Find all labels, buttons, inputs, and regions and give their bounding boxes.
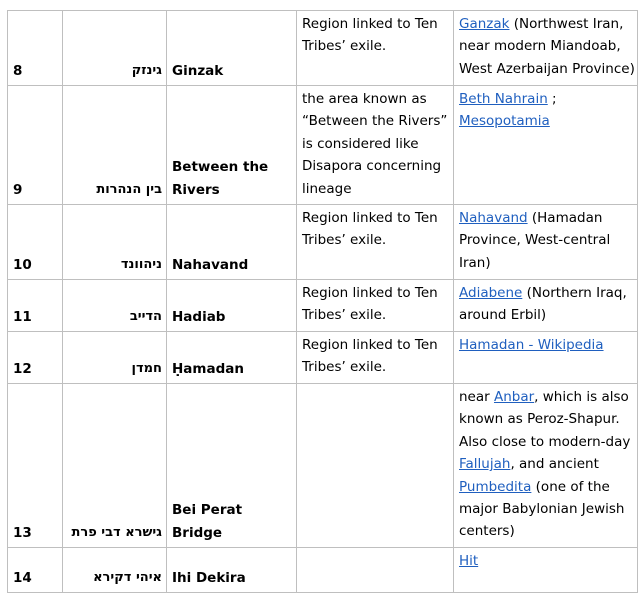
row-number: 9 (8, 86, 63, 205)
identification-text: (one of the (531, 478, 610, 495)
table-row (8, 11, 638, 86)
description (297, 332, 454, 384)
identification-line (459, 431, 633, 453)
description-line: “Between the Rivers” (302, 113, 448, 130)
identification-text: centers) (459, 523, 515, 540)
identification-line (459, 334, 633, 356)
identification-line (459, 88, 633, 110)
reference-link[interactable]: Nahavand (459, 210, 528, 226)
identification-line (459, 58, 633, 80)
table-row (8, 205, 638, 280)
description-line: Tribes’ exile. (302, 359, 387, 376)
places-table-body (8, 11, 638, 593)
identification-text: Also close to modern-day (459, 433, 631, 450)
hebrew-name: חמדן (63, 332, 167, 384)
row-number: 8 (8, 11, 63, 86)
identification-line (459, 453, 633, 475)
identification-links (454, 11, 638, 86)
description-line: Region linked to Ten (302, 285, 438, 301)
row-number: 10 (8, 205, 63, 280)
hebrew-name: בין הנהרות (63, 86, 167, 205)
description (297, 280, 454, 332)
english-name: Nahavand (167, 205, 297, 280)
reference-link[interactable]: Adiabene (459, 285, 523, 301)
table-row (8, 86, 638, 205)
table-row (8, 332, 638, 384)
description (297, 86, 454, 205)
english-name-line: Rivers (172, 181, 220, 198)
row-number: 14 (8, 548, 63, 593)
english-name: Hadiab (167, 280, 297, 332)
description (297, 548, 454, 593)
hebrew-name: איהי דקירא (63, 548, 167, 593)
identification-links (454, 548, 638, 593)
identification-links (454, 332, 638, 384)
identification-text: near modern Miandoab, (459, 38, 621, 55)
reference-link[interactable]: Hamadan - Wikipedia (459, 337, 604, 353)
identification-links (454, 384, 638, 548)
identification-text: (Hamadan (527, 210, 603, 226)
english-name: Ihi Dekira (167, 548, 297, 593)
identification-text: Iran) (459, 254, 491, 271)
table-row (8, 280, 638, 332)
row-number: 12 (8, 332, 63, 384)
identification-line (459, 476, 633, 498)
identification-text: (Northern Iraq, (522, 285, 627, 301)
reference-link[interactable]: Fallujah (459, 456, 511, 473)
table-row (8, 384, 638, 548)
reference-link[interactable]: Anbar (493, 389, 535, 405)
description-line: lineage (302, 180, 352, 197)
identification-line (459, 110, 633, 132)
identification-line (459, 13, 633, 35)
identification-text: Province, West-central (459, 232, 611, 249)
identification-links (454, 86, 638, 205)
hebrew-name: גישרא דבי פרת (63, 384, 167, 548)
identification-line (459, 498, 633, 520)
identification-text: near (459, 389, 494, 405)
identification-text: ; (547, 91, 557, 107)
description-line: Region linked to Ten (302, 337, 438, 353)
description (297, 384, 454, 548)
reference-link[interactable]: Pumbedita (459, 478, 532, 495)
identification-text: around Erbil) (459, 307, 547, 324)
description-line: Region linked to Ten (302, 16, 438, 32)
identification-line (459, 520, 633, 542)
row-number: 11 (8, 280, 63, 332)
identification-text: , which is also (534, 389, 629, 405)
reference-link[interactable]: Hit (459, 553, 479, 569)
description-line: Region linked to Ten (302, 210, 438, 226)
identification-links (454, 205, 638, 280)
identification-text: (Northwest Iran, (509, 16, 624, 32)
identification-links (454, 280, 638, 332)
identification-line (459, 207, 633, 229)
identification-line (459, 304, 633, 326)
description-line: Disapora concerning (302, 158, 442, 175)
places-table (7, 10, 638, 593)
hebrew-name: גינזק (63, 11, 167, 86)
hebrew-name: הדייב (63, 280, 167, 332)
identification-line (459, 386, 633, 408)
identification-text: major Babylonian Jewish (459, 501, 625, 518)
description-line: Tribes’ exile. (302, 38, 387, 55)
identification-text: West Azerbaijan Province) (459, 60, 635, 77)
english-name (167, 86, 297, 205)
description-line: Tribes’ exile. (302, 307, 387, 324)
description-line: Tribes’ exile. (302, 232, 387, 249)
identification-text: known as Peroz-Shapur. (459, 411, 620, 428)
reference-link[interactable]: Beth Nahrain (459, 91, 548, 107)
description (297, 11, 454, 86)
description (297, 205, 454, 280)
identification-line (459, 35, 633, 57)
identification-line (459, 229, 633, 251)
description-line: the area known as (302, 91, 427, 107)
identification-line (459, 252, 633, 274)
reference-link[interactable]: Ganzak (459, 16, 510, 32)
identification-line (459, 282, 633, 304)
english-name: Bei Perat Bridge (167, 384, 297, 548)
table-row (8, 548, 638, 593)
description-line: is considered like (302, 135, 419, 152)
hebrew-name: ניהוונד (63, 205, 167, 280)
english-name: Ḥamadan (167, 332, 297, 384)
identification-text: , and ancient (510, 456, 599, 473)
reference-link[interactable]: Mesopotamia (459, 113, 550, 130)
english-name-line: Between the (172, 159, 269, 176)
identification-line (459, 550, 633, 572)
row-number: 13 (8, 384, 63, 548)
identification-line (459, 408, 633, 430)
english-name: Ginzak (167, 11, 297, 86)
